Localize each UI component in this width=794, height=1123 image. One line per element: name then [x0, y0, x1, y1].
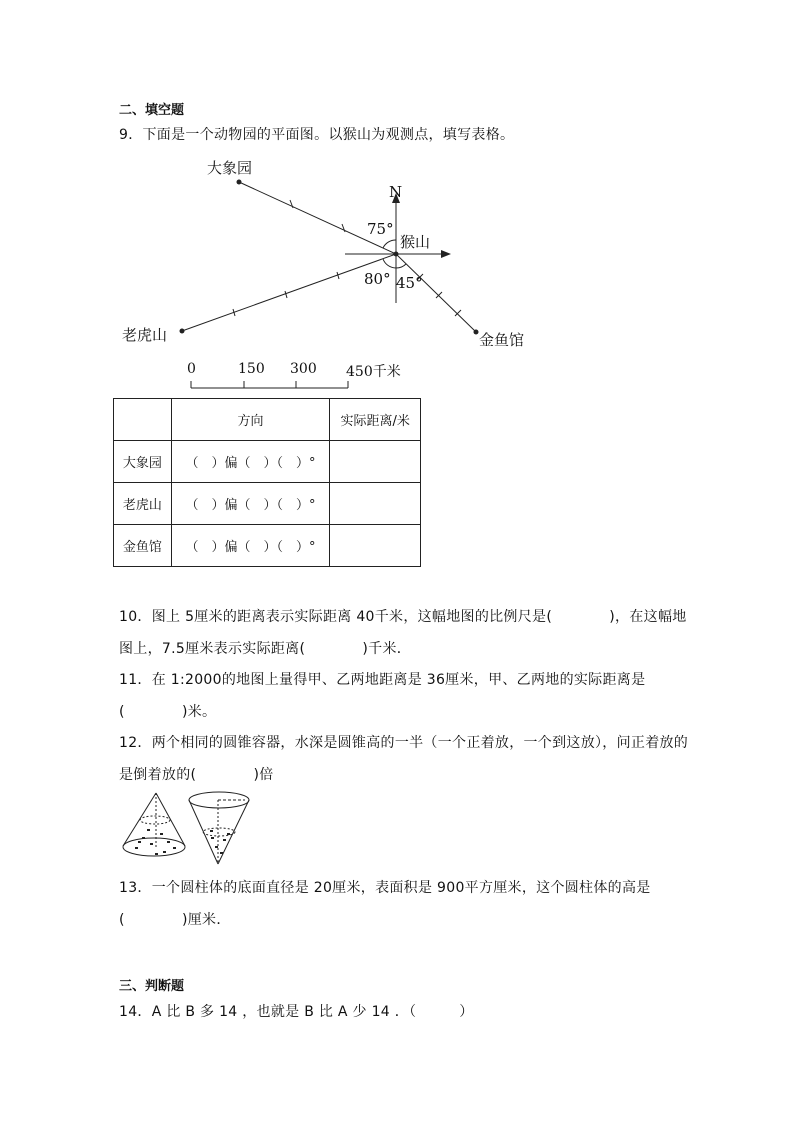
angle-label-goldfish: 45°: [396, 274, 423, 292]
scale-bar: [185, 378, 355, 392]
angle-arc-goldfish: [396, 264, 406, 268]
table-header-distance: 实际距离/米: [330, 399, 421, 441]
line-to-goldfish: [396, 254, 476, 332]
row-name: 老虎山: [114, 483, 172, 525]
question-10-line-1: 10．图上 5厘米的距离表示实际距离 40千米，这幅地图的比例尺是( )，在这幅地: [119, 609, 687, 625]
distance-blank[interactable]: [330, 441, 421, 483]
question-13-line-1: 13．一个圆柱体的底面直径是 20厘米，表面积是 900平方厘米，这个圆柱体的高是: [119, 880, 651, 896]
scale-tick-300: 300: [290, 361, 317, 377]
question-14-text: 14．A 比 B 多 14 ，也就是 B 比 A 少 14 ．（ ）: [119, 1004, 474, 1020]
scale-tick-0: 0: [187, 361, 196, 377]
monkey-hill-point: [394, 252, 399, 257]
goldfish-point: [474, 330, 479, 335]
direction-blank[interactable]: （ ）偏（ ）（ ）°: [171, 441, 329, 483]
row-name: 金鱼馆: [114, 525, 172, 567]
angle-label-elephant: 75°: [367, 220, 394, 238]
table-row: [114, 525, 421, 567]
line-to-elephant: [239, 182, 396, 254]
direction-blank[interactable]: （ ）偏（ ）（ ）°: [171, 483, 329, 525]
line-to-tiger: [182, 254, 396, 331]
north-label: N: [389, 183, 403, 201]
section-title-fill-in: 二、填空题: [119, 103, 185, 118]
scale-tick-450: 450千米: [346, 364, 401, 380]
distance-blank[interactable]: [330, 525, 421, 567]
goldfish-label: 金鱼馆: [479, 331, 525, 349]
scale-tick-150: 150: [238, 361, 265, 377]
cone-containers-illustration: [115, 789, 255, 869]
elephant-label: 大象园: [207, 159, 253, 177]
table-header-blank: [114, 399, 172, 441]
angle-arc-tiger: [383, 259, 396, 268]
question-11-line-2: ( )米。: [119, 704, 217, 720]
table-row: [114, 483, 421, 525]
question-12-line-2: 是倒着放的( )倍: [119, 767, 274, 783]
angle-arc-elephant: [383, 240, 396, 248]
table-header-row: [114, 399, 421, 441]
distance-blank[interactable]: [330, 483, 421, 525]
upright-cone-icon: [123, 793, 185, 856]
question-10-line-2: 图上，7.5厘米表示实际距离( )千米．: [119, 641, 412, 657]
direction-blank[interactable]: （ ）偏（ ）（ ）°: [171, 525, 329, 567]
row-name: 大象园: [114, 441, 172, 483]
monkey-hill-label: 猴山: [400, 233, 431, 251]
east-arrow-icon: [441, 250, 451, 258]
section-title-true-false: 三、判断题: [119, 979, 185, 994]
table-row: [114, 441, 421, 483]
direction-table: [113, 398, 421, 567]
elephant-point: [237, 180, 242, 185]
question-11-line-1: 11．在 1:2000的地图上量得甲、乙两地距离是 36厘米，甲、乙两地的实际距离是: [119, 672, 646, 688]
tiger-label: 老虎山: [122, 326, 168, 344]
tiger-point: [180, 329, 185, 334]
question-13-line-2: ( )厘米．: [119, 912, 231, 928]
question-12-line-1: 12．两个相同的圆锥容器，水深是圆锥高的一半（一个正着放，一个到这放），问正着放的: [119, 735, 689, 751]
question-9-text: 9．下面是一个动物园的平面图。以猴山为观测点，填写表格。: [119, 127, 515, 143]
table-header-direction: 方向: [171, 399, 329, 441]
angle-label-tiger: 80°: [364, 270, 391, 288]
inverted-cone-icon: [189, 792, 249, 864]
